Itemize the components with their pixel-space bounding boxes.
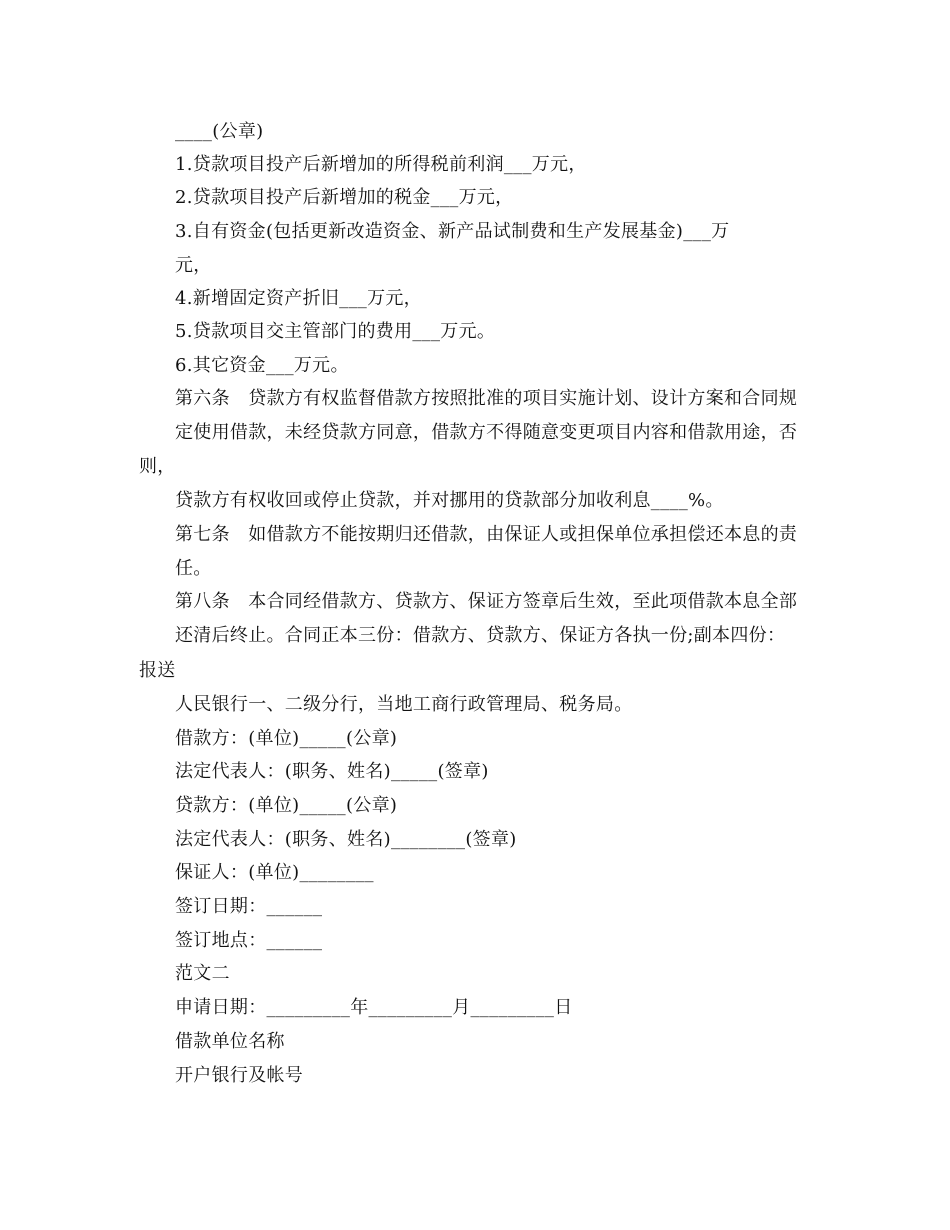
list-item-4: 4.新增固定资产折旧___万元， <box>175 288 422 309</box>
guarantor-line: 保证人：(单位)________ <box>175 862 374 883</box>
application-date-line: 申请日期：_________年_________月_________日 <box>175 997 573 1018</box>
section-heading: 范文二 <box>175 963 230 984</box>
list-item-2: 2.贷款项目投产后新增加的税金___万元， <box>175 187 514 208</box>
article-6-line-2: 定使用借款，未经贷款方同意，借款方不得随意变更项目内容和借款用途，否 <box>175 422 798 443</box>
lender-representative-line: 法定代表人：(职务、姓名)________(签章) <box>175 829 517 850</box>
list-item-3-continued: 元， <box>175 255 212 276</box>
article-8-line-1: 第八条 本合同经借款方、贷款方、保证方签章后生效，至此项借款本息全部 <box>175 591 798 612</box>
article-8-line-4: 人民银行一、二级分行，当地工商行政管理局、税务局。 <box>175 694 633 715</box>
signing-place-line: 签订地点：______ <box>175 930 323 951</box>
borrower-line: 借款方：(单位)_____(公章) <box>175 728 398 749</box>
article-8-line-2: 还清后终止。合同正本三份：借款方、贷款方、保证方各执一份;副本四份： <box>175 625 786 646</box>
bank-account-line: 开户银行及帐号 <box>175 1065 304 1086</box>
list-item-5: 5.贷款项目交主管部门的费用___万元。 <box>175 321 496 342</box>
signing-date-line: 签订日期：______ <box>175 896 323 917</box>
borrower-representative-line: 法定代表人：(职务、姓名)_____(签章) <box>175 761 489 782</box>
article-6-line-1: 第六条 贷款方有权监督借款方按照批准的项目实施计划、设计方案和合同规 <box>175 388 798 409</box>
article-7-line-1: 第七条 如借款方不能按期归还借款，由保证人或担保单位承担偿还本息的责 <box>175 524 798 545</box>
list-item-3: 3.自有资金(包括更新改造资金、新产品试制费和生产发展基金)___万 <box>175 221 730 242</box>
article-7-line-2: 任。 <box>175 558 212 579</box>
article-8-line-3: 报送 <box>139 660 176 681</box>
list-item-1: 1.贷款项目投产后新增加的所得税前利润___万元， <box>175 154 587 175</box>
list-item-6: 6.其它资金___万元。 <box>175 355 349 376</box>
article-6-line-4: 贷款方有权收回或停止贷款，并对挪用的贷款部分加收利息____%。 <box>175 490 724 511</box>
lender-line: 贷款方：(单位)_____(公章) <box>175 795 398 816</box>
borrower-name-line: 借款单位名称 <box>175 1031 285 1052</box>
article-6-line-3: 则， <box>139 456 176 477</box>
seal-line: ____(公章) <box>175 121 264 142</box>
